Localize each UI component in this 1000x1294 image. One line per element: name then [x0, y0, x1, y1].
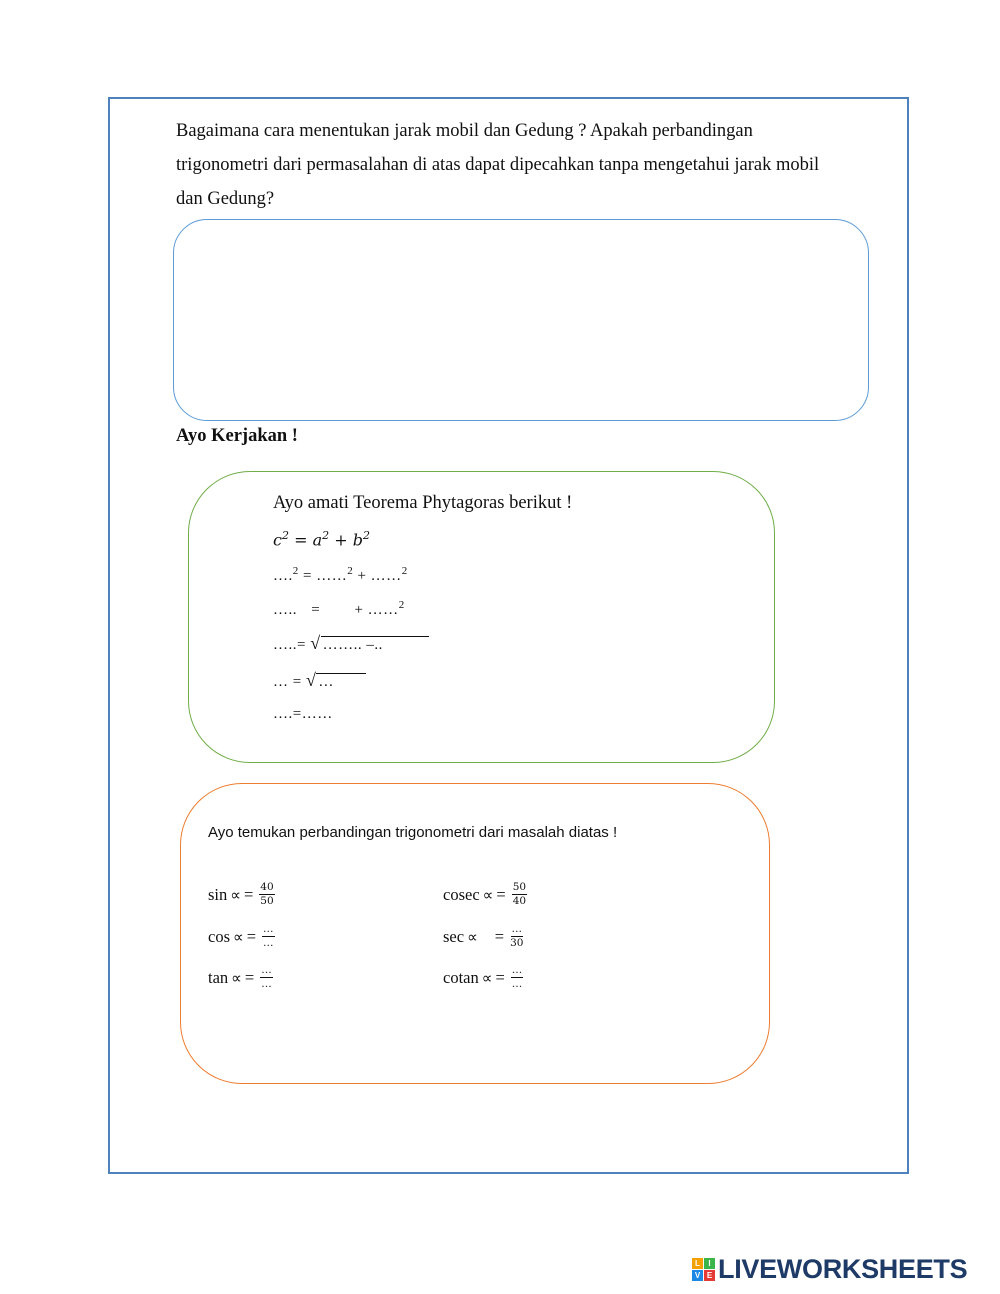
- step4-radicand: …: [316, 673, 366, 690]
- logo-mark-e: E: [704, 1270, 715, 1281]
- step2-right: + ……: [354, 602, 399, 618]
- step3-left: …..=: [273, 637, 306, 653]
- alpha-symbol: ∝: [482, 885, 494, 904]
- equals-sign: =: [246, 926, 257, 946]
- logo-mark-v: V: [692, 1270, 703, 1281]
- trig-title: Ayo temukan perbandingan trigonometri dari masalah diatas !: [208, 824, 618, 841]
- fraction-numerator: …: [263, 923, 274, 935]
- logo-mark-icon: [692, 1258, 715, 1281]
- fn-label: sin: [208, 884, 228, 904]
- trig-cotan[interactable]: [443, 965, 523, 990]
- fn-label: sec: [443, 926, 465, 946]
- formula-exp: 2: [362, 529, 370, 542]
- fraction-denominator: …: [261, 978, 272, 990]
- pythagoras-step-3[interactable]: [273, 633, 429, 654]
- pythagoras-step-5[interactable]: ….=……: [273, 706, 333, 722]
- radical-icon: √: [310, 633, 321, 653]
- logo-mark-i: I: [704, 1258, 715, 1269]
- alpha-symbol: ∝: [481, 968, 493, 987]
- intro-line-1: Bagaimana cara menentukan jarak mobil dan Gedung ? Apakah perbandingan: [176, 121, 753, 141]
- fraction: [262, 924, 275, 949]
- fraction-denominator: 40: [512, 895, 527, 907]
- step4-left: … =: [273, 674, 302, 690]
- step1-exp: 2: [401, 565, 408, 577]
- fraction: [512, 882, 527, 907]
- fraction: [510, 924, 523, 949]
- pythagoras-formula: [273, 529, 370, 549]
- trig-sec[interactable]: [443, 924, 523, 949]
- radical-icon: √: [305, 670, 317, 690]
- equals-sign: =: [244, 967, 255, 987]
- equals-sign: =: [494, 926, 505, 946]
- fraction-denominator: …: [263, 937, 274, 949]
- formula-plus: +: [334, 530, 348, 550]
- step1-left: ….: [273, 568, 293, 584]
- logo-text: LIVEWORKSHEETS: [718, 1253, 968, 1284]
- trig-sin[interactable]: [208, 882, 275, 907]
- fraction-denominator: 50: [260, 895, 274, 907]
- step1-exp: 2: [292, 565, 299, 577]
- fn-label: tan: [208, 967, 229, 987]
- formula-b: b: [352, 530, 363, 550]
- fraction-denominator: …: [511, 978, 523, 990]
- step1-right: + ……: [357, 568, 402, 584]
- alpha-symbol: ∝: [231, 968, 242, 987]
- step1-exp: 2: [347, 565, 354, 577]
- equals-sign: =: [496, 884, 506, 904]
- step2-mid: =: [311, 602, 321, 618]
- intro-line-2: trigonometri dari permasalahan di atas dapat dipecahkan tanpa mengetahui jarak mobil: [176, 155, 820, 175]
- liveworksheets-logo[interactable]: [692, 1254, 967, 1284]
- intro-question: [176, 114, 876, 216]
- alpha-symbol: ∝: [233, 927, 244, 946]
- step2-exp: 2: [398, 599, 405, 611]
- answer-box[interactable]: [173, 219, 869, 421]
- fraction: [260, 965, 273, 990]
- alpha-symbol: ∝: [230, 885, 241, 904]
- fraction-numerator: 50: [512, 881, 527, 893]
- fn-label: cotan: [443, 967, 479, 987]
- formula-exp: 2: [281, 529, 289, 542]
- fraction: [259, 882, 274, 907]
- step3-radicand: …….. –..: [321, 636, 429, 653]
- formula-c: c: [273, 530, 282, 550]
- equals-sign: =: [243, 884, 254, 904]
- alpha-symbol: ∝: [467, 927, 478, 946]
- pythagoras-step-1[interactable]: [273, 565, 408, 585]
- trig-cos[interactable]: [208, 924, 275, 949]
- sqrt-symbol: [310, 633, 429, 654]
- pythagoras-step-4[interactable]: [273, 670, 366, 691]
- logo-mark-l: L: [692, 1258, 703, 1269]
- fraction-numerator: …: [511, 923, 523, 935]
- fraction-numerator: 40: [260, 881, 274, 893]
- formula-exp: 2: [322, 529, 330, 542]
- pythagoras-title: Ayo amati Teorema Phytagoras berikut !: [273, 493, 573, 513]
- fraction-numerator: …: [261, 964, 272, 976]
- intro-line-3: dan Gedung?: [176, 189, 275, 209]
- fraction-numerator: …: [511, 964, 523, 976]
- section-heading: Ayo Kerjakan !: [176, 426, 298, 446]
- step2-left: …..: [273, 602, 297, 618]
- fn-label: cosec: [443, 884, 480, 904]
- fn-label: cos: [208, 926, 230, 946]
- step1-mid: = ……: [303, 568, 348, 584]
- fraction: [511, 965, 524, 990]
- trig-cosec[interactable]: [443, 882, 527, 907]
- formula-a: a: [312, 530, 323, 550]
- sqrt-symbol: [306, 670, 366, 691]
- equals-sign: =: [495, 967, 505, 987]
- trig-tan[interactable]: [208, 965, 273, 990]
- fraction-denominator: 30: [510, 937, 524, 949]
- pythagoras-step-2[interactable]: [273, 599, 405, 619]
- formula-equals: =: [294, 530, 308, 550]
